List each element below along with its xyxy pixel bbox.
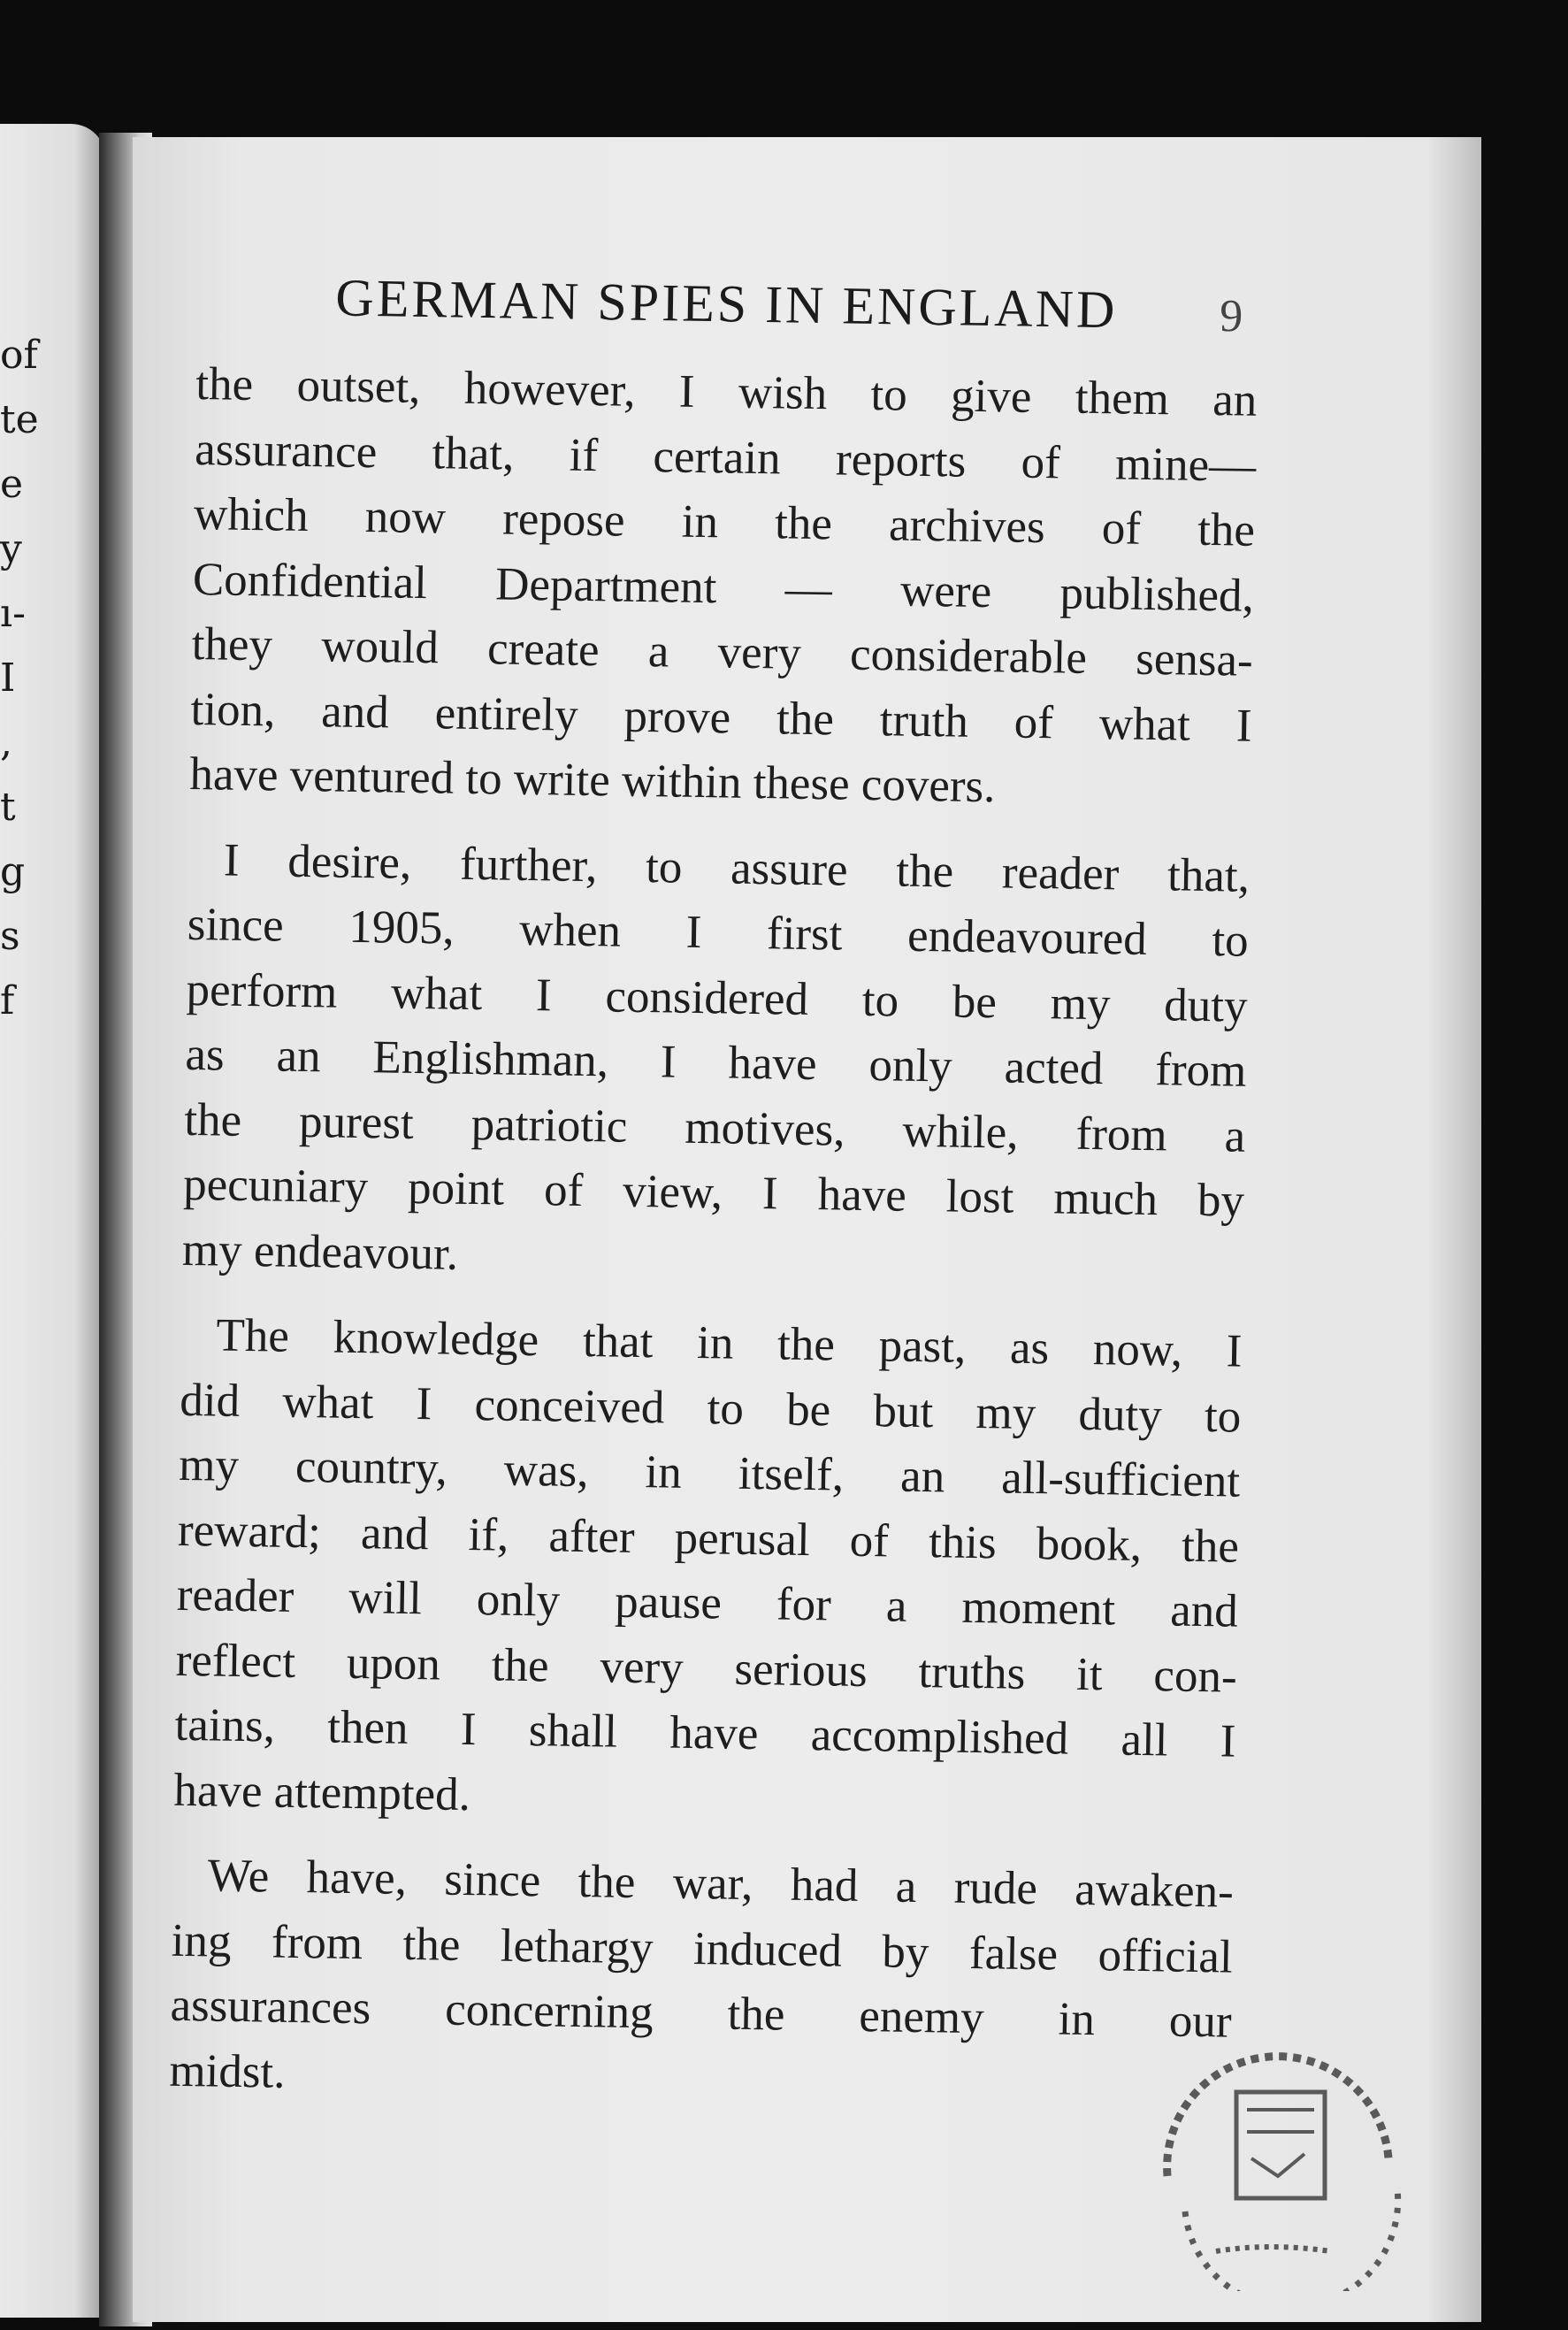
- text-line: my country, was, in itself, an all-sufficient: [178, 1438, 1241, 1507]
- left-page-fragment: s: [0, 914, 20, 959]
- text-line: midst.: [169, 2044, 286, 2098]
- text-line: reader will only pause for a moment and: [176, 1568, 1239, 1637]
- paragraph: [189, 352, 1258, 824]
- text-line: Confidential Department — were published,: [192, 553, 1255, 622]
- text-line: The knowledge that in the past, as now, I: [216, 1309, 1243, 1377]
- text-line: We have, since the war, had a rude awaken-: [207, 1850, 1235, 1918]
- paragraph: [181, 827, 1250, 1299]
- text-line: did what I conceived to be but my duty to: [179, 1374, 1242, 1443]
- text-line: reflect upon the very serious truths it con-: [175, 1634, 1238, 1703]
- text-line: which now repose in the archives of the: [193, 487, 1256, 556]
- left-page-fragment: f: [0, 978, 15, 1023]
- text-line: they would create a very considerable sensa-: [191, 617, 1254, 686]
- text-line: reward; and if, after perusal of this book, the: [177, 1504, 1240, 1573]
- left-page-text-fragments: [0, 323, 80, 1033]
- left-page-fragment: g: [0, 849, 26, 894]
- text-line: assurances concerning the enemy in our: [170, 1979, 1232, 2048]
- text-line: perform what I considered to be my duty: [186, 963, 1248, 1032]
- paragraph: [173, 1303, 1243, 1840]
- text-line: tion, and entirely prove the truth of what I: [190, 683, 1252, 752]
- text-line: have ventured to write within these covers.: [189, 747, 996, 813]
- text-line: ing from the lethargy induced by false official: [171, 1914, 1234, 1983]
- left-page-fragment: ı-: [0, 591, 26, 636]
- text-line: since 1905, when I first endeavoured to: [187, 898, 1250, 967]
- text-line: the outset, however, I wish to give them an: [195, 357, 1258, 426]
- text-line: tains, then I shall have accomplished all I: [174, 1698, 1236, 1767]
- text-line: as an Englishman, I have only acted from: [185, 1028, 1247, 1097]
- text-line: have attempted.: [173, 1764, 471, 1820]
- running-title: GERMAN SPIES IN ENGLAND: [334, 268, 1118, 340]
- left-page-fragment: I: [0, 655, 16, 701]
- left-page-fragment: ,: [0, 720, 12, 765]
- text-line: pecuniary point of view, I have lost much by: [182, 1158, 1245, 1227]
- text-line: I desire, further, to assure the reader that,: [223, 834, 1251, 902]
- left-page-fragment: te: [0, 397, 39, 442]
- text-line: my endeavour.: [181, 1223, 459, 1280]
- text-line: the purest patriotic motives, while, from a: [183, 1093, 1246, 1162]
- left-page-fragment: e: [0, 462, 24, 507]
- left-page-fragment: of: [0, 333, 38, 378]
- page-number: 9: [1219, 291, 1243, 342]
- paragraph: [169, 1843, 1234, 2120]
- library-stamp-icon: [1132, 2026, 1424, 2291]
- text-line: assurance that, if certain reports of mine—: [194, 423, 1257, 492]
- body-text: [169, 352, 1258, 2141]
- left-page-fragment: t: [0, 785, 16, 830]
- left-page-fragment: y: [0, 526, 22, 571]
